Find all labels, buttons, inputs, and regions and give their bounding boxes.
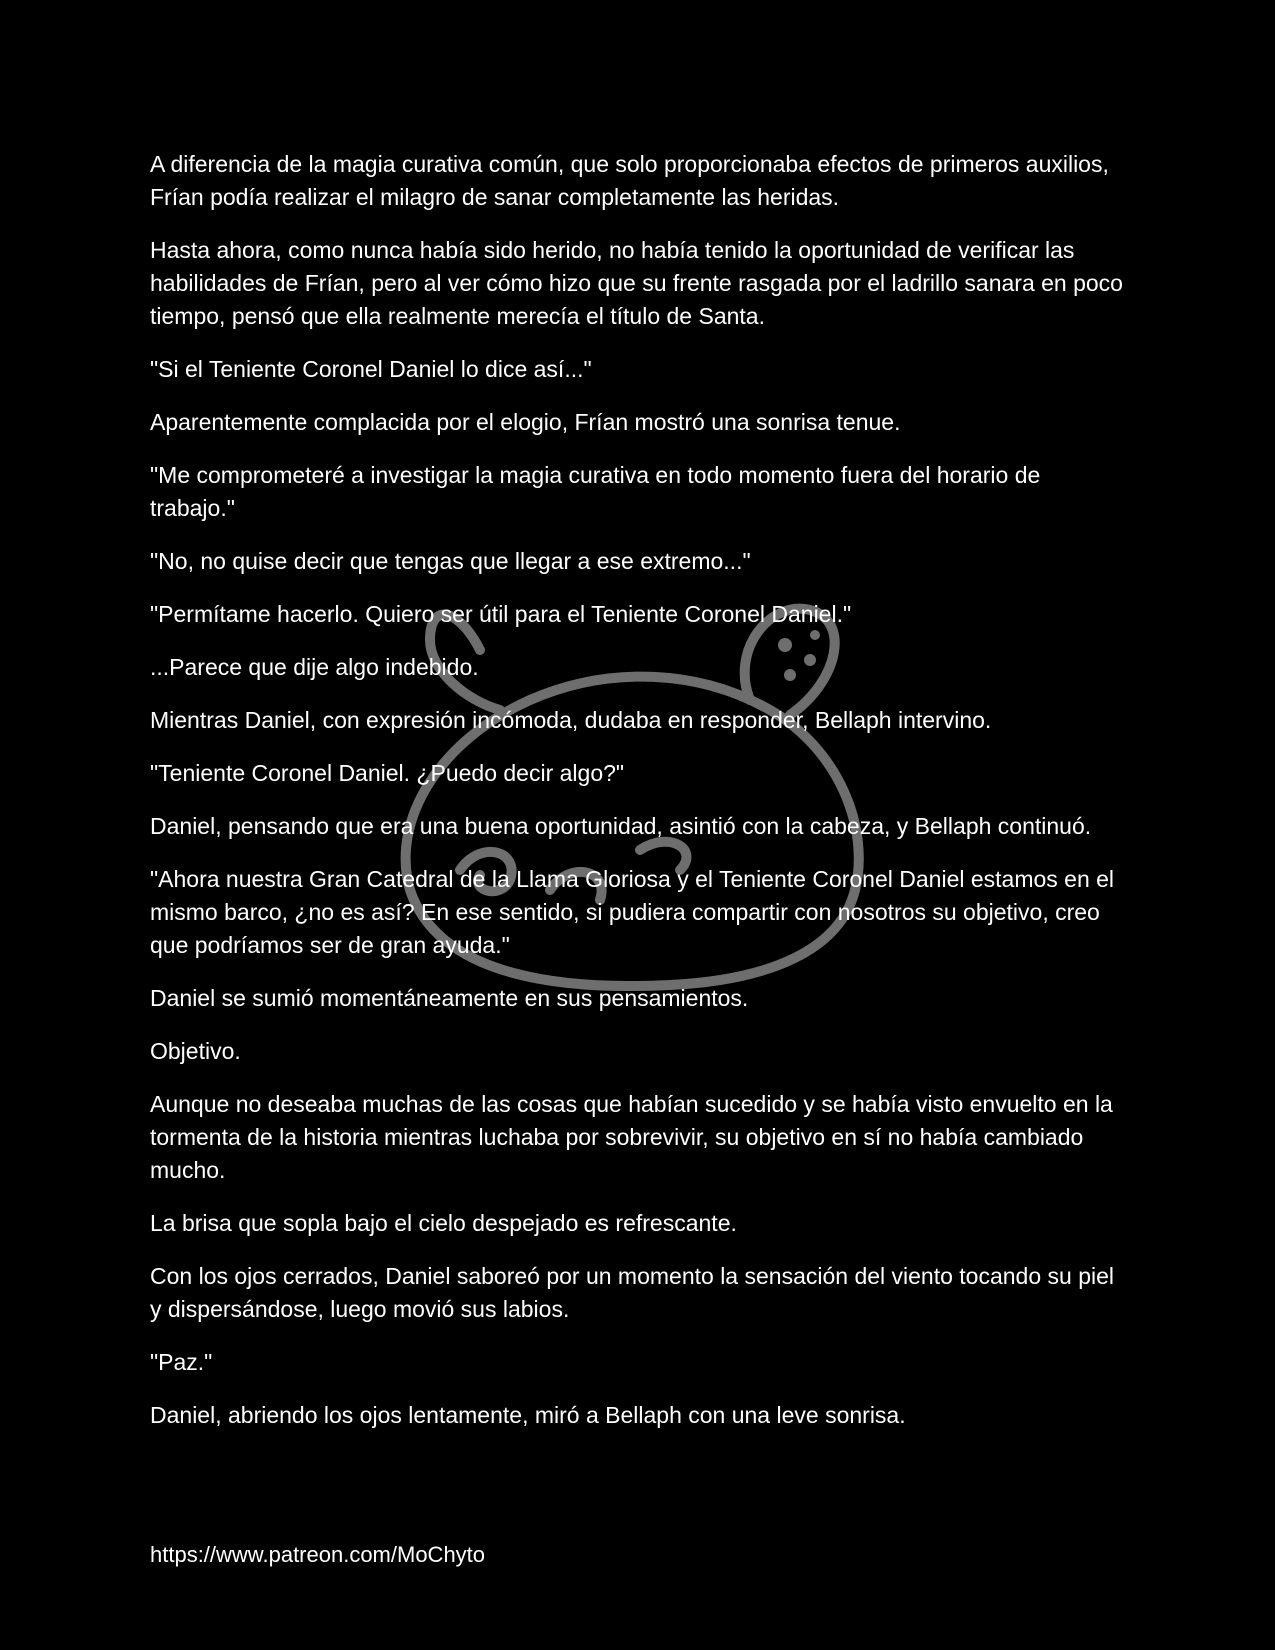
paragraph: "No, no quise decir que tengas que llegar a ese extremo...": [150, 548, 751, 574]
paragraph: Daniel, pensando que era una buena oportunidad, asintió con la cabeza, y Bellaph continuó.: [150, 813, 1092, 839]
paragraph: Mientras Daniel, con expresión incómoda, dudaba en responder, Bellaph intervino.: [150, 707, 992, 733]
paragraph: Aparentemente complacida por el elogio, Frían mostró una sonrisa tenue.: [150, 409, 901, 435]
paragraph: Hasta ahora, como nunca había sido herido, no había tenido la oportunidad de verificar las habilidades de Frían, pero al ver cómo hizo que su frente rasgada por el ladrillo sanara en poco tiempo, pensó que ella realmente merecía el título de Santa.: [150, 237, 1123, 329]
paragraph: Daniel se sumió momentáneamente en sus pensamientos.: [150, 985, 749, 1011]
paragraph: "Teniente Coronel Daniel. ¿Puedo decir algo?": [150, 760, 625, 786]
paragraph: "Si el Teniente Coronel Daniel lo dice así...": [150, 356, 592, 382]
paragraph: A diferencia de la magia curativa común, que solo proporcionaba efectos de primeros auxilios, Frían podía realizar el milagro de sanar completamente las heridas.: [150, 151, 1109, 210]
patreon-link[interactable]: https://www.patreon.com/MoChyto: [150, 1542, 486, 1567]
paragraph: ...Parece que dije algo indebido.: [150, 654, 479, 680]
paragraph: "Paz.": [150, 1349, 213, 1375]
paragraph: "Me comprometeré a investigar la magia curativa en todo momento fuera del horario de trabajo.": [150, 462, 1041, 521]
paragraph: Daniel, abriendo los ojos lentamente, miró a Bellaph con una leve sonrisa.: [150, 1402, 906, 1428]
paragraph: Con los ojos cerrados, Daniel saboreó por un momento la sensación del viento tocando su piel y dispersándose, luego movió sus labios.: [150, 1263, 1115, 1322]
paragraph: "Permítame hacerlo. Quiero ser útil para el Teniente Coronel Daniel.": [150, 601, 852, 627]
paragraph: La brisa que sopla bajo el cielo despejado es refrescante.: [150, 1210, 737, 1236]
paragraph: "Ahora nuestra Gran Catedral de la Llama Gloriosa y el Teniente Coronel Daniel estamos en el mismo barco, ¿no es así? En ese sentido, si pudiera compartir con nosotros su objetivo, creo que podríamos ser de gran ayuda.": [150, 866, 1115, 958]
paragraph: Aunque no deseaba muchas de las cosas que habían sucedido y se había visto envuelto en la tormenta de la historia mientras luchaba por sobrevivir, su objetivo en sí no había cambiado mucho.: [150, 1091, 1113, 1183]
document-body: [150, 148, 1130, 1452]
paragraph: Objetivo.: [150, 1038, 241, 1064]
